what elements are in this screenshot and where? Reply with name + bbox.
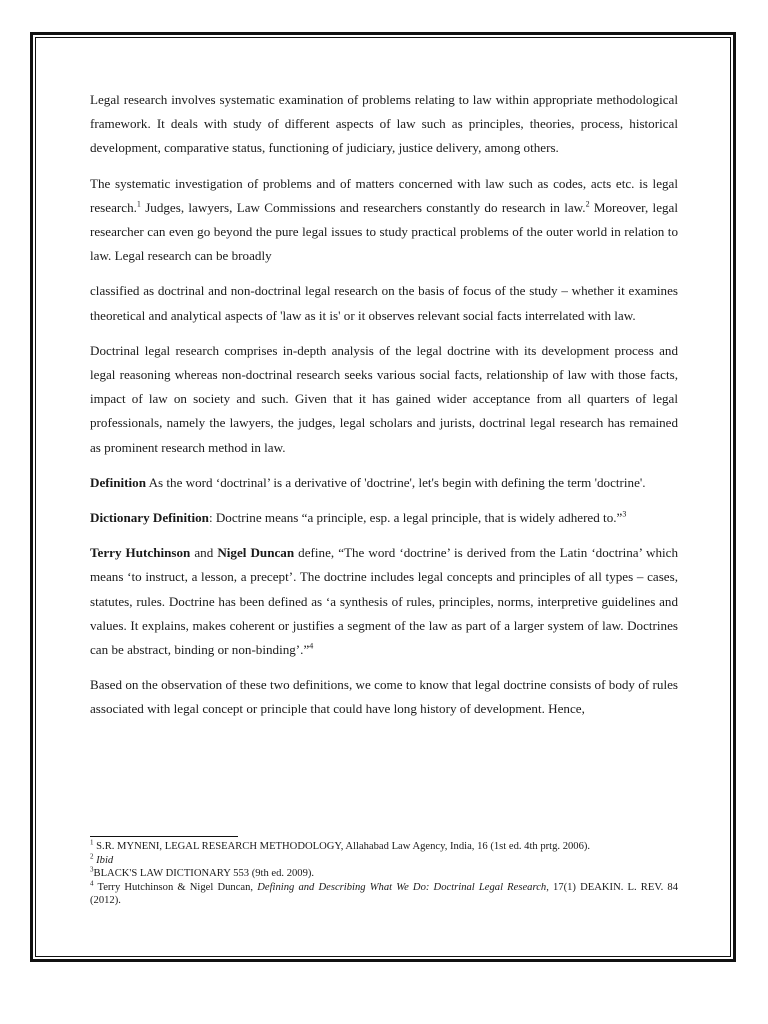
footnote-ref-2[interactable]: 2 (585, 199, 590, 209)
footnote-4-marker: 4 (90, 878, 94, 887)
dictionary-definition-heading: Dictionary Definition (90, 510, 209, 526)
paragraph-observation: Based on the observation of these two definitions, we come to know that legal doctrine consists of body of rules associated with legal concept or principle that could have long history of development. Hence, (90, 677, 678, 717)
definition-text: As the word ‘doctrinal’ is a derivative of 'doctrine', let's begin with defining the term 'doctrine'. (146, 474, 646, 490)
footnote-4 (90, 878, 679, 908)
paragraph-systematic-investigation (90, 172, 678, 269)
and-text: and (190, 545, 218, 561)
footnote-2 (90, 851, 678, 868)
footnotes (90, 840, 678, 908)
paragraph-intro: Legal research involves systematic examination of problems relating to law within appropriate methodological framework. It deals with study of different aspects of law such as principles, theories, process, historical development, comparative status, functioning of judiciary, justice delivery, among others. (90, 92, 678, 156)
footnote-1-text: S.R. MYNENI, LEGAL RESEARCH METHODOLOGY, Allahabad Law Agency, India, 16 (1st ed. 4th prtg. 2006). (93, 841, 591, 852)
definition-heading: Definition (90, 474, 147, 490)
footnote-2-text: Ibid (93, 854, 114, 866)
document-body (90, 88, 678, 733)
footnote-2-marker: 2 (90, 851, 94, 860)
footnote-ref-1[interactable]: 1 (136, 199, 141, 209)
footnote-4-post: , 17(1) DEAKIN. L. REV. 84 (2012). (90, 881, 679, 906)
dictionary-definition-text: : Doctrine means “a principle, esp. a legal principle, that is widely adhered to.” (208, 510, 623, 526)
author-duncan: Nigel Duncan (217, 545, 295, 561)
footnote-ref-3[interactable]: 3 (622, 509, 627, 519)
footnote-separator (90, 836, 238, 837)
hutchinson-duncan-text: define, “The word ‘doctrine’ is derived from the Latin ‘doctrina’ which means ‘to instruct, a lesson, a precept’. The doctrine includes legal concepts and principles of all types – cases, statutes, rules. Doctrine has been defined as ‘a synthesis of rules, principles, norms, interpretive guidelines and values. It explains, makes coherent or justifies a segment of the law as part of a larger system of law. Doctrines can be abstract, binding or non-binding’.” (90, 545, 679, 658)
paragraph-definition (90, 471, 678, 495)
author-hutchinson: Terry Hutchinson (90, 545, 191, 561)
footnote-3 (90, 867, 678, 881)
paragraph-doctrinal-research: Doctrinal legal research comprises in-depth analysis of the legal doctrine with its development process and legal reasoning whereas non-doctrinal research seeks various social facts, relationship of law with those facts, impact of law on society and such. Given that it has gained wider acceptance from all quarters of legal professionals, namely the lawyers, the judges, legal scholars and jurists, doctrinal legal research has remained as prominent research method in law. (90, 342, 678, 455)
paragraph-hutchinson-duncan (90, 541, 678, 662)
p2-text-a: The systematic investigation of problems and of matters concerned with law such as codes, acts etc. is legal research. (90, 175, 678, 215)
footnote-4-title: Defining and Describing What We Do: Doctrinal Legal Research (257, 881, 547, 893)
footnote-3-text: BLACK'S LAW DICTIONARY 553 (9th ed. 2009). (93, 868, 315, 879)
paragraph-dictionary-definition (90, 506, 678, 530)
footnote-1-marker: 1 (90, 838, 94, 847)
p2-text-b: Judges, lawyers, Law Commissions and researchers constantly do research in law. (140, 199, 586, 215)
p2-text-c: Moreover, legal researcher can even go beyond the pure legal issues to study practical problems of the outer world in relation to law. Legal research can be broadly (90, 199, 678, 264)
footnote-1 (90, 840, 678, 854)
footnote-ref-4[interactable]: 4 (309, 641, 314, 651)
footnote-4-pre: Terry Hutchinson & Nigel Duncan, (93, 881, 258, 893)
footnote-3-marker: 3 (90, 865, 94, 874)
paragraph-classification: classified as doctrinal and non-doctrinal legal research on the basis of focus of the study – whether it examines theoretical and analytical aspects of 'law as it is' or it observes relevant social facts interrelated with law. (90, 283, 678, 323)
